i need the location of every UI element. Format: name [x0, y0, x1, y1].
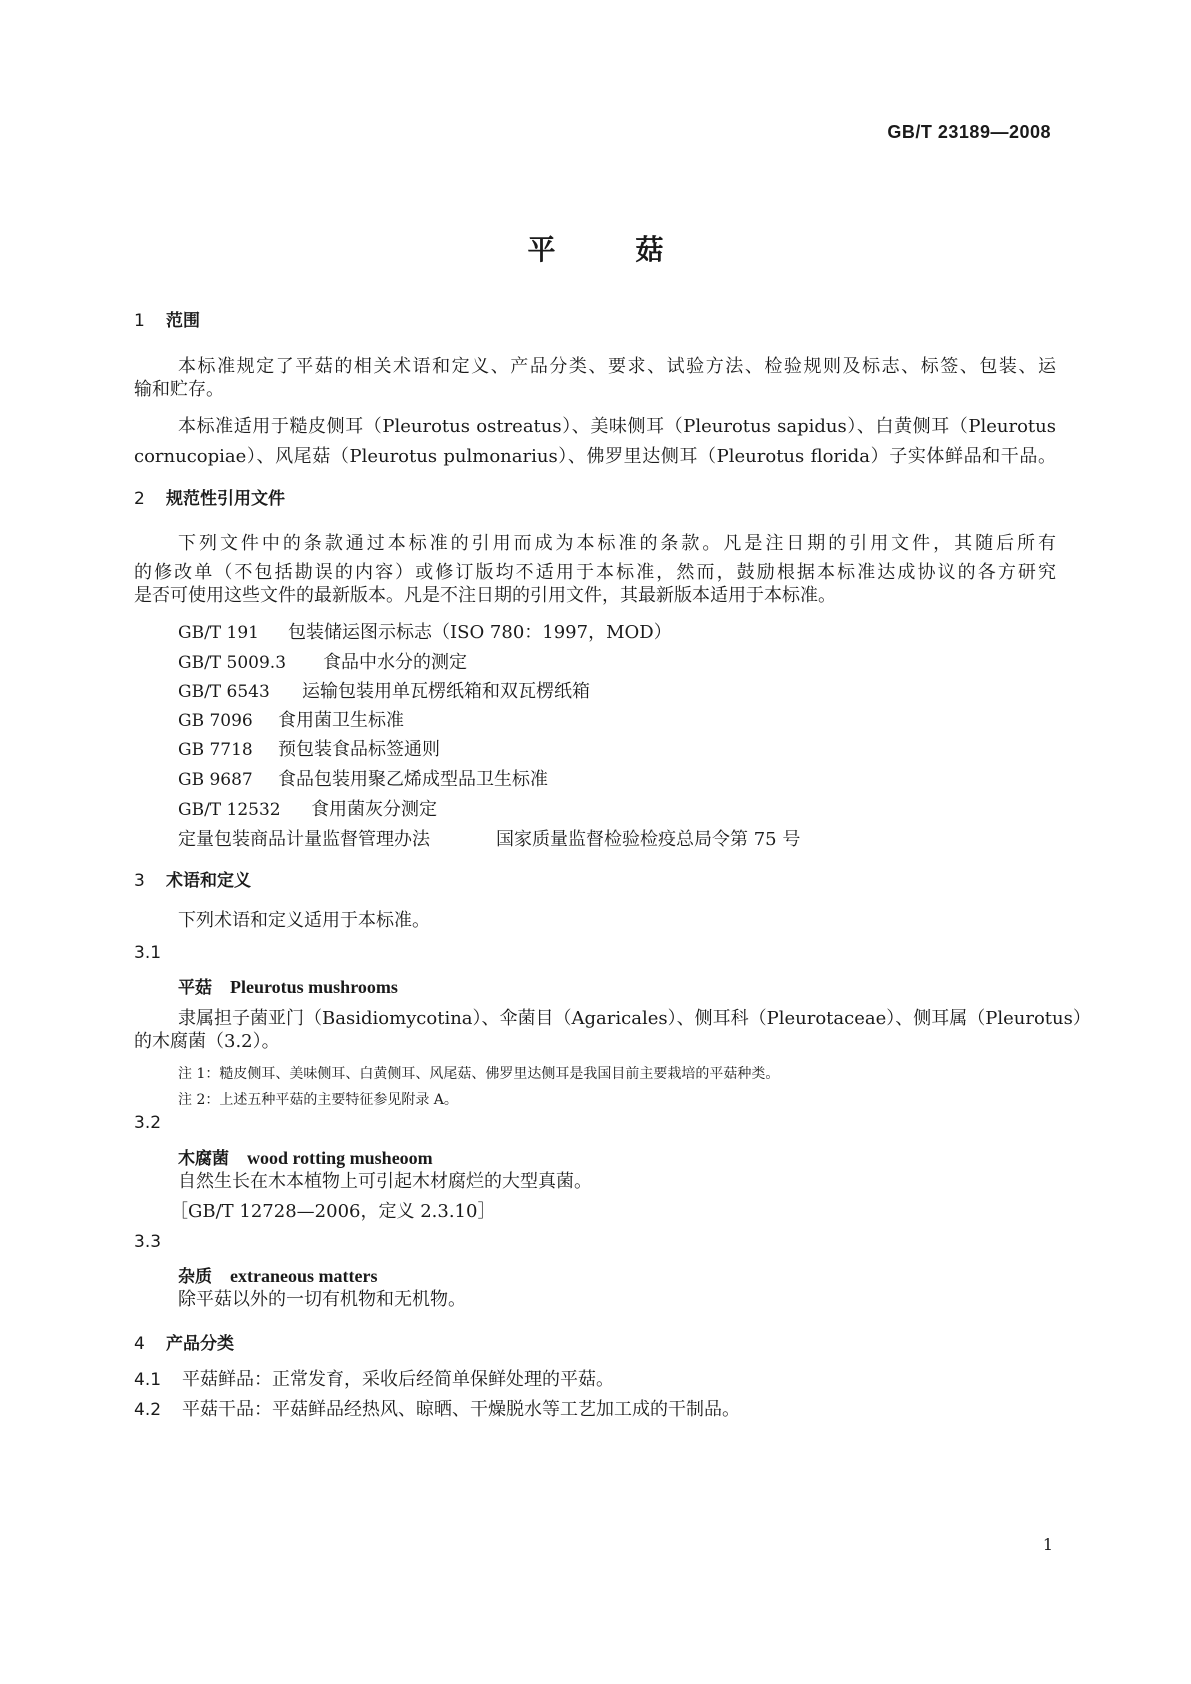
- term-chinese: 平菇: [178, 978, 212, 998]
- definition-line: 的木腐菌（3.2）。: [134, 1031, 280, 1052]
- reference-title: 食用菌灰分测定: [311, 799, 437, 820]
- document-title: 平菇: [527, 233, 744, 266]
- reference-title: 国家质量监督检验检疫总局令第 75 号: [496, 829, 801, 850]
- reference-title: 食品中水分的测定: [323, 652, 467, 673]
- classification-text: 平菇干品：平菇鲜品经热风、晾晒、干燥脱水等工艺加工成的干制品。: [182, 1399, 740, 1420]
- clause-number: 3.3: [134, 1232, 162, 1252]
- reference-title: 食用菌卫生标准: [278, 710, 404, 731]
- reference-item: [178, 648, 467, 674]
- classification-item: [134, 1364, 614, 1396]
- term-english: Pleurotus mushrooms: [230, 977, 398, 997]
- reference-item: [178, 795, 437, 821]
- definition-line: 除平菇以外的一切有机物和无机物。: [178, 1289, 466, 1310]
- paragraph-line: cornucopiae）、风尾菇（Pleurotus pulmonarius）、佛罗里达侧耳（Pleurotus florida）子实体鲜品和干品。: [134, 446, 1056, 467]
- definition-line: 隶属担子菌亚门（Basidiomycotina）、伞菌目（Agaricales）、侧耳科（Pleurotaceae）、侧耳属（Pleurotus）: [178, 1008, 1091, 1029]
- section-4-heading: [134, 1329, 234, 1354]
- reference-item: [178, 706, 404, 732]
- term-english: extraneous matters: [230, 1266, 378, 1286]
- classification-text: 平菇鲜品：正常发育，采收后经简单保鲜处理的平菇。: [182, 1369, 614, 1390]
- term-entry: [178, 973, 398, 998]
- clause-number: 3.2: [134, 1113, 162, 1133]
- definition-line: 自然生长在木本植物上可引起木材腐烂的大型真菌。: [178, 1171, 592, 1192]
- section-number: 4: [134, 1334, 145, 1354]
- page-number: 1: [1042, 1535, 1053, 1554]
- paragraph-line: 是否可使用这些文件的最新版本。凡是不注日期的引用文件，其最新版本适用于本标准。: [134, 585, 836, 606]
- term-chinese: 杂质: [178, 1267, 212, 1287]
- reference-code: 定量包装商品计量监督管理办法: [178, 829, 430, 850]
- paragraph-line: 下列文件中的条款通过本标准的引用而成为本标准的条款。凡是注日期的引用文件，其随后所有: [178, 533, 1056, 554]
- section-title: 产品分类: [166, 1334, 234, 1354]
- term-chinese: 木腐菌: [178, 1149, 229, 1169]
- reference-code: GB 7096: [178, 711, 253, 731]
- section-1-heading: [134, 306, 200, 331]
- standard-code: GB/T 23189—2008: [887, 122, 1051, 142]
- definition-source: ［GB/T 12728—2006，定义 2.3.10］: [170, 1201, 496, 1222]
- paragraph-line: 本标准规定了平菇的相关术语和定义、产品分类、要求、试验方法、检验规则及标志、标签、包装、运: [178, 356, 1056, 377]
- section-3-heading: [134, 866, 251, 891]
- paragraph-line: 输和贮存。: [134, 379, 224, 400]
- section-title: 范围: [166, 311, 200, 331]
- reference-item: [178, 735, 440, 761]
- classification-item: [134, 1394, 740, 1426]
- reference-title: 食品包装用聚乙烯成型品卫生标准: [278, 769, 548, 790]
- note: 注 1：糙皮侧耳、美味侧耳、白黄侧耳、风尾菇、佛罗里达侧耳是我国目前主要栽培的平菇种类。: [178, 1066, 780, 1082]
- reference-code: GB/T 5009.3: [178, 653, 287, 673]
- section-2-heading: [134, 484, 285, 509]
- clause-number: 4.2: [134, 1400, 162, 1420]
- reference-code: GB 7718: [178, 740, 253, 760]
- reference-code: GB 9687: [178, 770, 253, 790]
- section-title: 规范性引用文件: [166, 489, 285, 509]
- section-number: 1: [134, 311, 145, 331]
- clause-number: 4.1: [134, 1370, 162, 1390]
- note: 注 2：上述五种平菇的主要特征参见附录 A。: [178, 1092, 458, 1108]
- reference-title: 包装储运图示标志（ISO 780：1997，MOD）: [288, 622, 672, 643]
- section-number: 3: [134, 871, 145, 891]
- reference-title: 预包装食品标签通则: [278, 739, 440, 760]
- reference-item: [178, 825, 800, 851]
- reference-code: GB/T 191: [178, 623, 259, 643]
- reference-item: [178, 677, 590, 703]
- paragraph-line: 下列术语和定义适用于本标准。: [178, 910, 430, 931]
- reference-item: [178, 765, 548, 791]
- reference-code: GB/T 6543: [178, 682, 270, 702]
- section-title: 术语和定义: [166, 871, 251, 891]
- clause-number: 3.1: [134, 943, 162, 963]
- paragraph-line: 本标准适用于糙皮侧耳（Pleurotus ostreatus）、美味侧耳（Pleurotus sapidus）、白黄侧耳（Pleurotus: [178, 416, 1056, 437]
- term-english: wood rotting musheoom: [247, 1148, 433, 1168]
- reference-code: GB/T 12532: [178, 800, 281, 820]
- section-number: 2: [134, 489, 145, 509]
- paragraph-line: 的修改单（不包括勘误的内容）或修订版均不适用于本标准，然而，鼓励根据本标准达成协议的各方研究: [134, 562, 1056, 583]
- reference-title: 运输包装用单瓦楞纸箱和双瓦楞纸箱: [302, 681, 590, 702]
- reference-item: [178, 618, 672, 644]
